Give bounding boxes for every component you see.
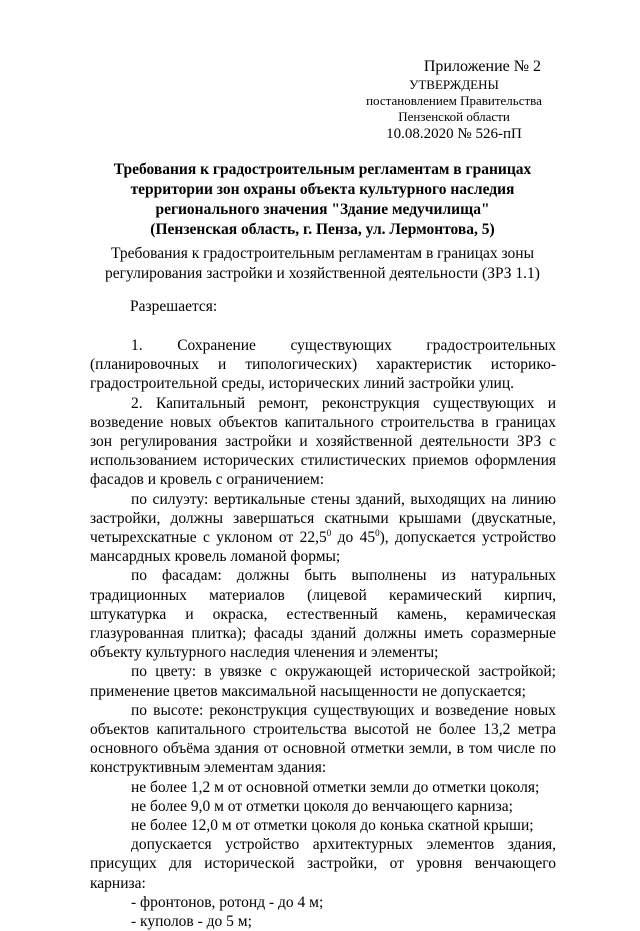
silhouette-text-b: до 45	[331, 529, 376, 547]
paragraph-height: по высоте: реконструкция существующих и возведение новых объектов капитального строительства высотой не более 13,2 метра основного объёма здания от основной отметки земли, в том числе по конструктивным элементам здания:	[90, 701, 556, 777]
paragraph-1: 1. Сохранение существующих градостроительных (планировочных и типологических) характеристик историко-градостроительной среды, исторических линий застройки улиц.	[90, 337, 556, 393]
section-line: Требования к градостроительным регламентам в границах зоны	[110, 245, 535, 262]
paragraph-domes: - куполов - до 5 м;	[131, 913, 252, 931]
section-line: регулирования застройки и хозяйственной деятельности (ЗРЗ 1.1)	[105, 265, 540, 282]
requirements-text	[90, 336, 556, 931]
paragraph-color: по цвету: в увязке с окружающей исторической застройкой; применение цветов максимальной насыщенности не допускается;	[90, 663, 556, 700]
appendix-title: Приложение № 2	[423, 58, 541, 75]
paragraph-plinth: не более 1,2 м от основной отметки земли до отметки цоколя;	[131, 778, 540, 796]
approval-block	[354, 57, 554, 144]
allowed-label: Разрешается:	[130, 298, 218, 315]
approved-label: УТВЕРЖДЕНЫ	[409, 77, 499, 92]
approved-region: Пензенской области	[398, 109, 510, 124]
paragraph-architectural: допускается устройство архитектурных элементов здания, присущих для исторической застройки, от уровня венчающего карниза:	[90, 836, 556, 892]
title-line: территории зон охраны объекта культурного наследия	[130, 181, 515, 198]
section-title	[90, 244, 555, 284]
silhouette-text-a: по силуэту: вертикальные стены зданий, выходящих на линию застройки, должны завершаться скатными крышами (двускатные, четырехскатные с уклоном от 22,5	[90, 490, 556, 547]
title-line: Требования к градостроительным регламентам в границах	[113, 161, 532, 178]
title-line: регионального значения "Здание медучилища"	[155, 201, 490, 218]
paragraph-2: 2. Капитальный ремонт, реконструкция существующих и возведение новых объектов капитального строительства в границах зон регулирования застройки и хозяйственной деятельности ЗРЗ с использованием исторических стилистических приемов оформления фасадов и кровель с ограничением:	[90, 394, 556, 489]
paragraph-pediments: - фронтонов, ротонд - до 4 м;	[131, 893, 324, 911]
degree-sup: 0	[326, 527, 332, 538]
document-title	[90, 160, 555, 240]
paragraph-facades: по фасадам: должны быть выполнены из натуральных традиционных материалов (лицевой керамический кирпич, штукатурка и окраска, естественный камень, керамическая глазурованная плитка); фасады зданий должны иметь соразмерные объекту культурного наследия членения и элементы;	[90, 567, 556, 662]
paragraph-cornice: не более 9,0 м от отметки цоколя до венчающего карниза;	[131, 797, 513, 815]
silhouette-text-c: ), допускается устройство мансардных кровель ломаной формы;	[90, 529, 556, 566]
approved-by: постановлением Правительства	[366, 93, 542, 108]
title-line: (Пензенская область, г. Пенза, ул. Лермонтова, 5)	[150, 221, 495, 238]
approval-date-number: 10.08.2020 № 526-пП	[386, 126, 522, 142]
paragraph-silhouette	[90, 490, 556, 567]
degree-sup: 0	[375, 527, 380, 538]
paragraph-ridge: не более 12,0 м от отметки цоколя до конька скатной крыши;	[131, 817, 534, 835]
